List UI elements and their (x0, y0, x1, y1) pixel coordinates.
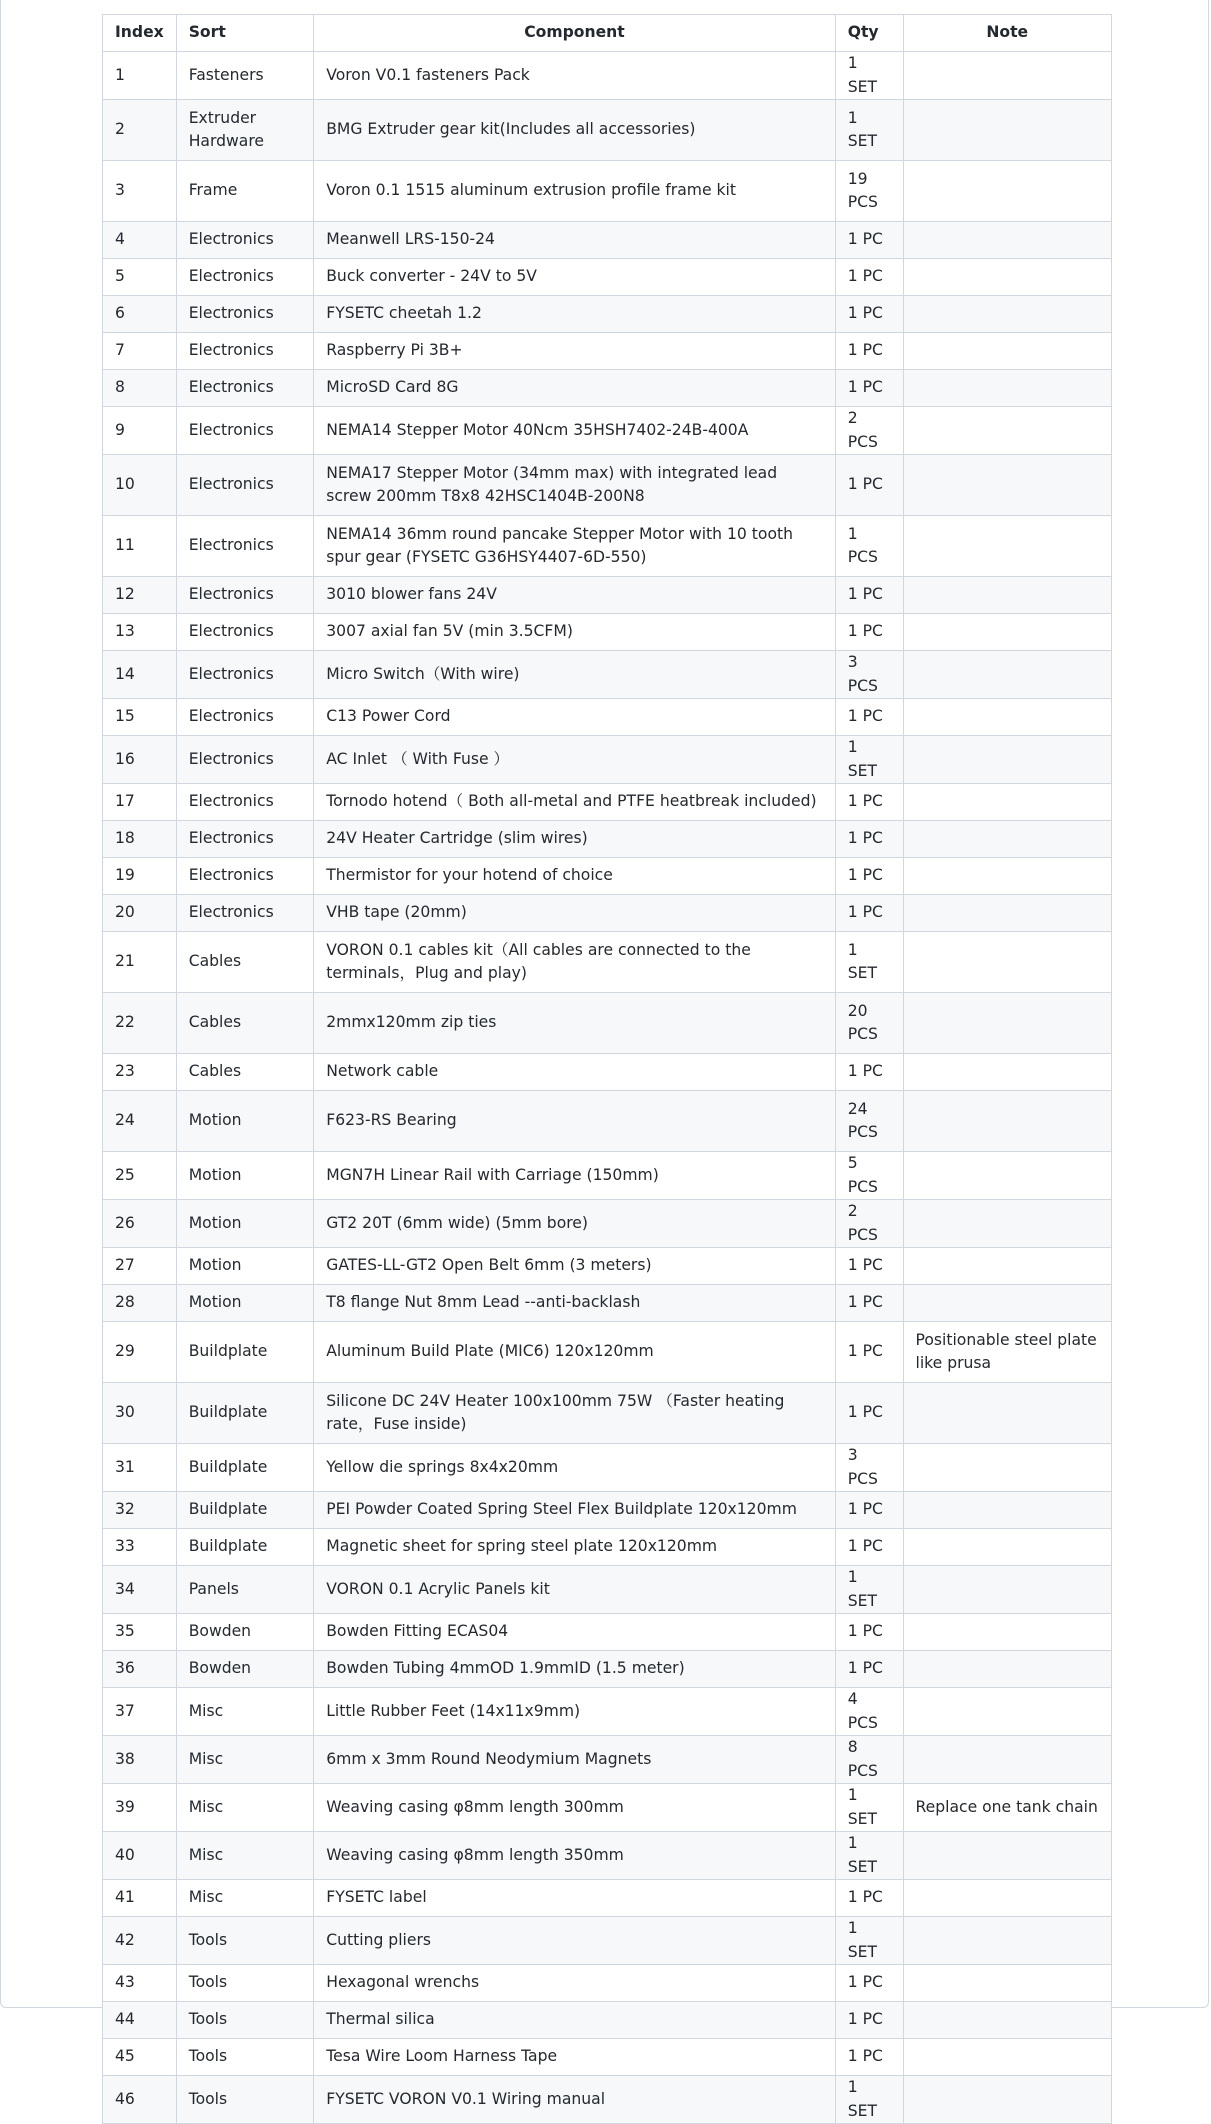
table-row (103, 577, 1112, 614)
cell-component: MGN7H Linear Rail with Carriage (150mm) (314, 1152, 835, 1200)
cell-sort: Misc (176, 1832, 314, 1880)
cell-qty: 1 SET (835, 52, 903, 100)
cell-sort: Motion (176, 1152, 314, 1200)
cell-component: VORON 0.1 Acrylic Panels kit (314, 1566, 835, 1614)
cell-component: Yellow die springs 8x4x20mm (314, 1444, 835, 1492)
cell-qty: 1 SET (835, 1832, 903, 1880)
table-row (103, 1832, 1112, 1880)
table-row (103, 1566, 1112, 1614)
header-note: Note (903, 15, 1112, 52)
cell-index: 38 (103, 1736, 177, 1784)
cell-qty: 1 PC (835, 1285, 903, 1322)
cell-index: 2 (103, 100, 177, 161)
cell-index: 31 (103, 1444, 177, 1492)
cell-index: 4 (103, 222, 177, 259)
cell-qty: 19 PCS (835, 161, 903, 222)
cell-qty: 1 PCS (835, 516, 903, 577)
cell-note (903, 821, 1112, 858)
table-row (103, 699, 1112, 736)
table-row (103, 1248, 1112, 1285)
cell-sort: Electronics (176, 333, 314, 370)
cell-index: 22 (103, 993, 177, 1054)
cell-qty: 1 SET (835, 1784, 903, 1832)
cell-qty: 1 PC (835, 222, 903, 259)
cell-qty: 24 PCS (835, 1091, 903, 1152)
cell-qty: 3 PCS (835, 651, 903, 699)
cell-qty: 1 PC (835, 1054, 903, 1091)
cell-sort: Extruder Hardware (176, 100, 314, 161)
cell-component: Aluminum Build Plate (MIC6) 120x120mm (314, 1322, 835, 1383)
cell-index: 17 (103, 784, 177, 821)
cell-index: 21 (103, 932, 177, 993)
cell-component: PEI Powder Coated Spring Steel Flex Buildplate 120x120mm (314, 1492, 835, 1529)
cell-index: 41 (103, 1880, 177, 1917)
cell-sort: Tools (176, 2039, 314, 2076)
cell-note (903, 1054, 1112, 1091)
cell-qty: 1 PC (835, 2039, 903, 2076)
cell-qty: 1 PC (835, 858, 903, 895)
cell-qty: 4 PCS (835, 1688, 903, 1736)
cell-component: 2mmx120mm zip ties (314, 993, 835, 1054)
cell-note (903, 1444, 1112, 1492)
cell-qty: 1 PC (835, 821, 903, 858)
cell-index: 42 (103, 1917, 177, 1965)
table-row (103, 1917, 1112, 1965)
cell-index: 26 (103, 1200, 177, 1248)
table-row (103, 821, 1112, 858)
cell-component: 24V Heater Cartridge (slim wires) (314, 821, 835, 858)
cell-component: Weaving casing φ8mm length 300mm (314, 1784, 835, 1832)
cell-sort: Motion (176, 1200, 314, 1248)
cell-sort: Electronics (176, 455, 314, 516)
table-row (103, 100, 1112, 161)
cell-sort: Motion (176, 1248, 314, 1285)
cell-index: 25 (103, 1152, 177, 1200)
cell-qty: 1 PC (835, 895, 903, 932)
cell-index: 6 (103, 296, 177, 333)
cell-qty: 1 PC (835, 1248, 903, 1285)
cell-index: 27 (103, 1248, 177, 1285)
cell-index: 10 (103, 455, 177, 516)
cell-qty: 1 PC (835, 370, 903, 407)
cell-qty: 1 SET (835, 1917, 903, 1965)
cell-sort: Tools (176, 2002, 314, 2039)
table-row (103, 858, 1112, 895)
table-row (103, 2039, 1112, 2076)
cell-qty: 1 PC (835, 1651, 903, 1688)
cell-qty: 5 PCS (835, 1152, 903, 1200)
cell-note (903, 2002, 1112, 2039)
cell-qty: 1 PC (835, 784, 903, 821)
cell-qty: 1 PC (835, 2002, 903, 2039)
cell-sort: Buildplate (176, 1444, 314, 1492)
cell-component: Micro Switch（With wire) (314, 651, 835, 699)
cell-qty: 20 PCS (835, 993, 903, 1054)
table-row (103, 1091, 1112, 1152)
cell-sort: Electronics (176, 895, 314, 932)
cell-note (903, 651, 1112, 699)
cell-note (903, 2039, 1112, 2076)
table-row (103, 784, 1112, 821)
table-row (103, 2002, 1112, 2039)
cell-index: 35 (103, 1614, 177, 1651)
cell-sort: Misc (176, 1736, 314, 1784)
table-row (103, 1054, 1112, 1091)
table-row (103, 161, 1112, 222)
cell-index: 44 (103, 2002, 177, 2039)
cell-sort: Cables (176, 1054, 314, 1091)
cell-qty: 1 PC (835, 1322, 903, 1383)
cell-note (903, 1688, 1112, 1736)
header-qty: Qty (835, 15, 903, 52)
cell-component: NEMA17 Stepper Motor (34mm max) with integrated lead screw 200mm T8x8 42HSC1404B-200N8 (314, 455, 835, 516)
cell-sort: Buildplate (176, 1322, 314, 1383)
cell-component: VORON 0.1 cables kit（All cables are connected to the terminals，Plug and play) (314, 932, 835, 993)
cell-sort: Motion (176, 1285, 314, 1322)
cell-note (903, 1200, 1112, 1248)
cell-index: 20 (103, 895, 177, 932)
cell-index: 1 (103, 52, 177, 100)
cell-component: Network cable (314, 1054, 835, 1091)
table-row (103, 1965, 1112, 2002)
cell-qty: 1 PC (835, 1383, 903, 1444)
cell-index: 40 (103, 1832, 177, 1880)
cell-qty: 1 SET (835, 932, 903, 993)
cell-index: 16 (103, 736, 177, 784)
table-row (103, 1200, 1112, 1248)
cell-index: 36 (103, 1651, 177, 1688)
cell-note (903, 333, 1112, 370)
cell-component: FYSETC cheetah 1.2 (314, 296, 835, 333)
cell-sort: Cables (176, 932, 314, 993)
table-row (103, 1152, 1112, 1200)
cell-component: F623-RS Bearing (314, 1091, 835, 1152)
cell-qty: 1 PC (835, 1880, 903, 1917)
cell-qty: 8 PCS (835, 1736, 903, 1784)
table-row (103, 407, 1112, 455)
cell-component: Raspberry Pi 3B+ (314, 333, 835, 370)
table-row (103, 651, 1112, 699)
cell-note (903, 1566, 1112, 1614)
cell-note (903, 858, 1112, 895)
cell-component: Cutting pliers (314, 1917, 835, 1965)
cell-note (903, 259, 1112, 296)
cell-qty: 1 PC (835, 1529, 903, 1566)
cell-component: Meanwell LRS-150-24 (314, 222, 835, 259)
cell-sort: Frame (176, 161, 314, 222)
cell-component: AC Inlet （ With Fuse ） (314, 736, 835, 784)
cell-note (903, 577, 1112, 614)
table-row (103, 259, 1112, 296)
cell-sort: Buildplate (176, 1492, 314, 1529)
cell-index: 11 (103, 516, 177, 577)
cell-note (903, 370, 1112, 407)
cell-qty: 1 SET (835, 1566, 903, 1614)
cell-qty: 1 SET (835, 2076, 903, 2124)
cell-sort: Electronics (176, 407, 314, 455)
cell-sort: Cables (176, 993, 314, 1054)
cell-index: 30 (103, 1383, 177, 1444)
cell-qty: 1 PC (835, 455, 903, 516)
cell-sort: Tools (176, 1917, 314, 1965)
cell-note (903, 1917, 1112, 1965)
cell-note (903, 993, 1112, 1054)
cell-sort: Bowden (176, 1651, 314, 1688)
cell-component: Silicone DC 24V Heater 100x100mm 75W （Faster heating rate，Fuse inside) (314, 1383, 835, 1444)
table-row (103, 1444, 1112, 1492)
cell-note (903, 1651, 1112, 1688)
cell-note (903, 222, 1112, 259)
cell-note (903, 100, 1112, 161)
table-row (103, 370, 1112, 407)
cell-note (903, 1832, 1112, 1880)
cell-sort: Buildplate (176, 1383, 314, 1444)
cell-component: Tesa Wire Loom Harness Tape (314, 2039, 835, 2076)
cell-index: 32 (103, 1492, 177, 1529)
cell-sort: Misc (176, 1688, 314, 1736)
header-index: Index (103, 15, 177, 52)
cell-component: Magnetic sheet for spring steel plate 120x120mm (314, 1529, 835, 1566)
cell-index: 7 (103, 333, 177, 370)
cell-sort: Motion (176, 1091, 314, 1152)
cell-index: 3 (103, 161, 177, 222)
cell-component: Thermistor for your hotend of choice (314, 858, 835, 895)
cell-component: C13 Power Cord (314, 699, 835, 736)
cell-note (903, 1614, 1112, 1651)
cell-note (903, 784, 1112, 821)
table-row (103, 1492, 1112, 1529)
cell-index: 29 (103, 1322, 177, 1383)
table-row (103, 1383, 1112, 1444)
cell-note: Positionable steel plate like prusa (903, 1322, 1112, 1383)
cell-component: Little Rubber Feet (14x11x9mm) (314, 1688, 835, 1736)
table-row (103, 222, 1112, 259)
cell-sort: Electronics (176, 784, 314, 821)
cell-component: GT2 20T (6mm wide) (5mm bore) (314, 1200, 835, 1248)
table-row (103, 1880, 1112, 1917)
cell-note (903, 1091, 1112, 1152)
cell-note: Replace one tank chain (903, 1784, 1112, 1832)
cell-index: 12 (103, 577, 177, 614)
cell-component: Weaving casing φ8mm length 350mm (314, 1832, 835, 1880)
bill-of-materials-table (102, 14, 1112, 2124)
cell-index: 37 (103, 1688, 177, 1736)
cell-note (903, 455, 1112, 516)
cell-note (903, 1152, 1112, 1200)
cell-qty: 1 PC (835, 699, 903, 736)
table-row (103, 455, 1112, 516)
cell-note (903, 1529, 1112, 1566)
cell-index: 9 (103, 407, 177, 455)
table-header (103, 15, 1112, 52)
cell-index: 46 (103, 2076, 177, 2124)
cell-qty: 1 PC (835, 1965, 903, 2002)
cell-index: 14 (103, 651, 177, 699)
cell-sort: Electronics (176, 614, 314, 651)
cell-note (903, 699, 1112, 736)
cell-note (903, 52, 1112, 100)
cell-index: 33 (103, 1529, 177, 1566)
cell-note (903, 1383, 1112, 1444)
table-row (103, 1285, 1112, 1322)
cell-sort: Misc (176, 1880, 314, 1917)
cell-qty: 1 PC (835, 259, 903, 296)
cell-note (903, 516, 1112, 577)
table-row (103, 1784, 1112, 1832)
table-row (103, 1651, 1112, 1688)
cell-index: 23 (103, 1054, 177, 1091)
cell-note (903, 1965, 1112, 2002)
cell-index: 8 (103, 370, 177, 407)
cell-qty: 1 PC (835, 577, 903, 614)
cell-sort: Tools (176, 2076, 314, 2124)
cell-index: 43 (103, 1965, 177, 2002)
cell-component: NEMA14 36mm round pancake Stepper Motor with 10 tooth spur gear (FYSETC G36HSY4407-6D-550) (314, 516, 835, 577)
table-row (103, 1688, 1112, 1736)
table-row (103, 895, 1112, 932)
cell-sort: Electronics (176, 651, 314, 699)
cell-sort: Electronics (176, 516, 314, 577)
cell-component: 3010 blower fans 24V (314, 577, 835, 614)
cell-component: NEMA14 Stepper Motor 40Ncm 35HSH7402-24B-400A (314, 407, 835, 455)
table-row (103, 1322, 1112, 1383)
cell-sort: Electronics (176, 296, 314, 333)
table-row (103, 516, 1112, 577)
cell-index: 19 (103, 858, 177, 895)
cell-qty: 1 PC (835, 614, 903, 651)
header-component: Component (314, 15, 835, 52)
cell-sort: Electronics (176, 259, 314, 296)
cell-component: 3007 axial fan 5V (min 3.5CFM) (314, 614, 835, 651)
cell-note (903, 895, 1112, 932)
cell-qty: 1 PC (835, 1492, 903, 1529)
cell-qty: 3 PCS (835, 1444, 903, 1492)
cell-component: T8 flange Nut 8mm Lead --anti-backlash (314, 1285, 835, 1322)
cell-sort: Electronics (176, 736, 314, 784)
table-row (103, 1529, 1112, 1566)
cell-qty: 2 PCS (835, 1200, 903, 1248)
table-row (103, 1614, 1112, 1651)
cell-note (903, 296, 1112, 333)
cell-index: 13 (103, 614, 177, 651)
cell-component: Thermal silica (314, 2002, 835, 2039)
table-row (103, 736, 1112, 784)
cell-component: GATES-LL-GT2 Open Belt 6mm (3 meters) (314, 1248, 835, 1285)
cell-index: 45 (103, 2039, 177, 2076)
cell-sort: Electronics (176, 821, 314, 858)
cell-sort: Tools (176, 1965, 314, 2002)
cell-index: 18 (103, 821, 177, 858)
cell-index: 15 (103, 699, 177, 736)
table-row (103, 932, 1112, 993)
cell-qty: 1 SET (835, 100, 903, 161)
header-sort: Sort (176, 15, 314, 52)
cell-note (903, 614, 1112, 651)
cell-qty: 1 SET (835, 736, 903, 784)
cell-sort: Misc (176, 1784, 314, 1832)
cell-note (903, 1880, 1112, 1917)
table-body (103, 52, 1112, 2124)
cell-component: FYSETC VORON V0.1 Wiring manual (314, 2076, 835, 2124)
cell-sort: Electronics (176, 577, 314, 614)
cell-component: Tornodo hotend（ Both all-metal and PTFE heatbreak included) (314, 784, 835, 821)
cell-index: 24 (103, 1091, 177, 1152)
cell-sort: Electronics (176, 222, 314, 259)
cell-note (903, 1285, 1112, 1322)
cell-component: Hexagonal wrenchs (314, 1965, 835, 2002)
table-row (103, 296, 1112, 333)
cell-note (903, 407, 1112, 455)
cell-index: 28 (103, 1285, 177, 1322)
cell-sort: Fasteners (176, 52, 314, 100)
table-row (103, 52, 1112, 100)
cell-component: MicroSD Card 8G (314, 370, 835, 407)
cell-sort: Electronics (176, 370, 314, 407)
table-row (103, 993, 1112, 1054)
cell-note (903, 932, 1112, 993)
cell-index: 34 (103, 1566, 177, 1614)
table-row (103, 1736, 1112, 1784)
cell-note (903, 1248, 1112, 1285)
cell-component: VHB tape (20mm) (314, 895, 835, 932)
cell-sort: Buildplate (176, 1529, 314, 1566)
cell-qty: 1 PC (835, 333, 903, 370)
table-row (103, 614, 1112, 651)
cell-note (903, 1492, 1112, 1529)
cell-component: 6mm x 3mm Round Neodymium Magnets (314, 1736, 835, 1784)
cell-sort: Panels (176, 1566, 314, 1614)
cell-component: Voron V0.1 fasteners Pack (314, 52, 835, 100)
cell-sort: Electronics (176, 699, 314, 736)
cell-qty: 1 PC (835, 296, 903, 333)
cell-component: Bowden Fitting ECAS04 (314, 1614, 835, 1651)
cell-note (903, 736, 1112, 784)
cell-component: Voron 0.1 1515 aluminum extrusion profile frame kit (314, 161, 835, 222)
cell-component: FYSETC label (314, 1880, 835, 1917)
cell-component: Bowden Tubing 4mmOD 1.9mmID (1.5 meter) (314, 1651, 835, 1688)
cell-component: BMG Extruder gear kit(Includes all accessories) (314, 100, 835, 161)
table-header-row (103, 15, 1112, 52)
cell-sort: Electronics (176, 858, 314, 895)
cell-note (903, 161, 1112, 222)
cell-index: 39 (103, 1784, 177, 1832)
cell-qty: 1 PC (835, 1614, 903, 1651)
cell-sort: Bowden (176, 1614, 314, 1651)
table-row (103, 2076, 1112, 2124)
cell-index: 5 (103, 259, 177, 296)
cell-note (903, 1736, 1112, 1784)
cell-note (903, 2076, 1112, 2124)
cell-qty: 2 PCS (835, 407, 903, 455)
table-row (103, 333, 1112, 370)
cell-component: Buck converter - 24V to 5V (314, 259, 835, 296)
